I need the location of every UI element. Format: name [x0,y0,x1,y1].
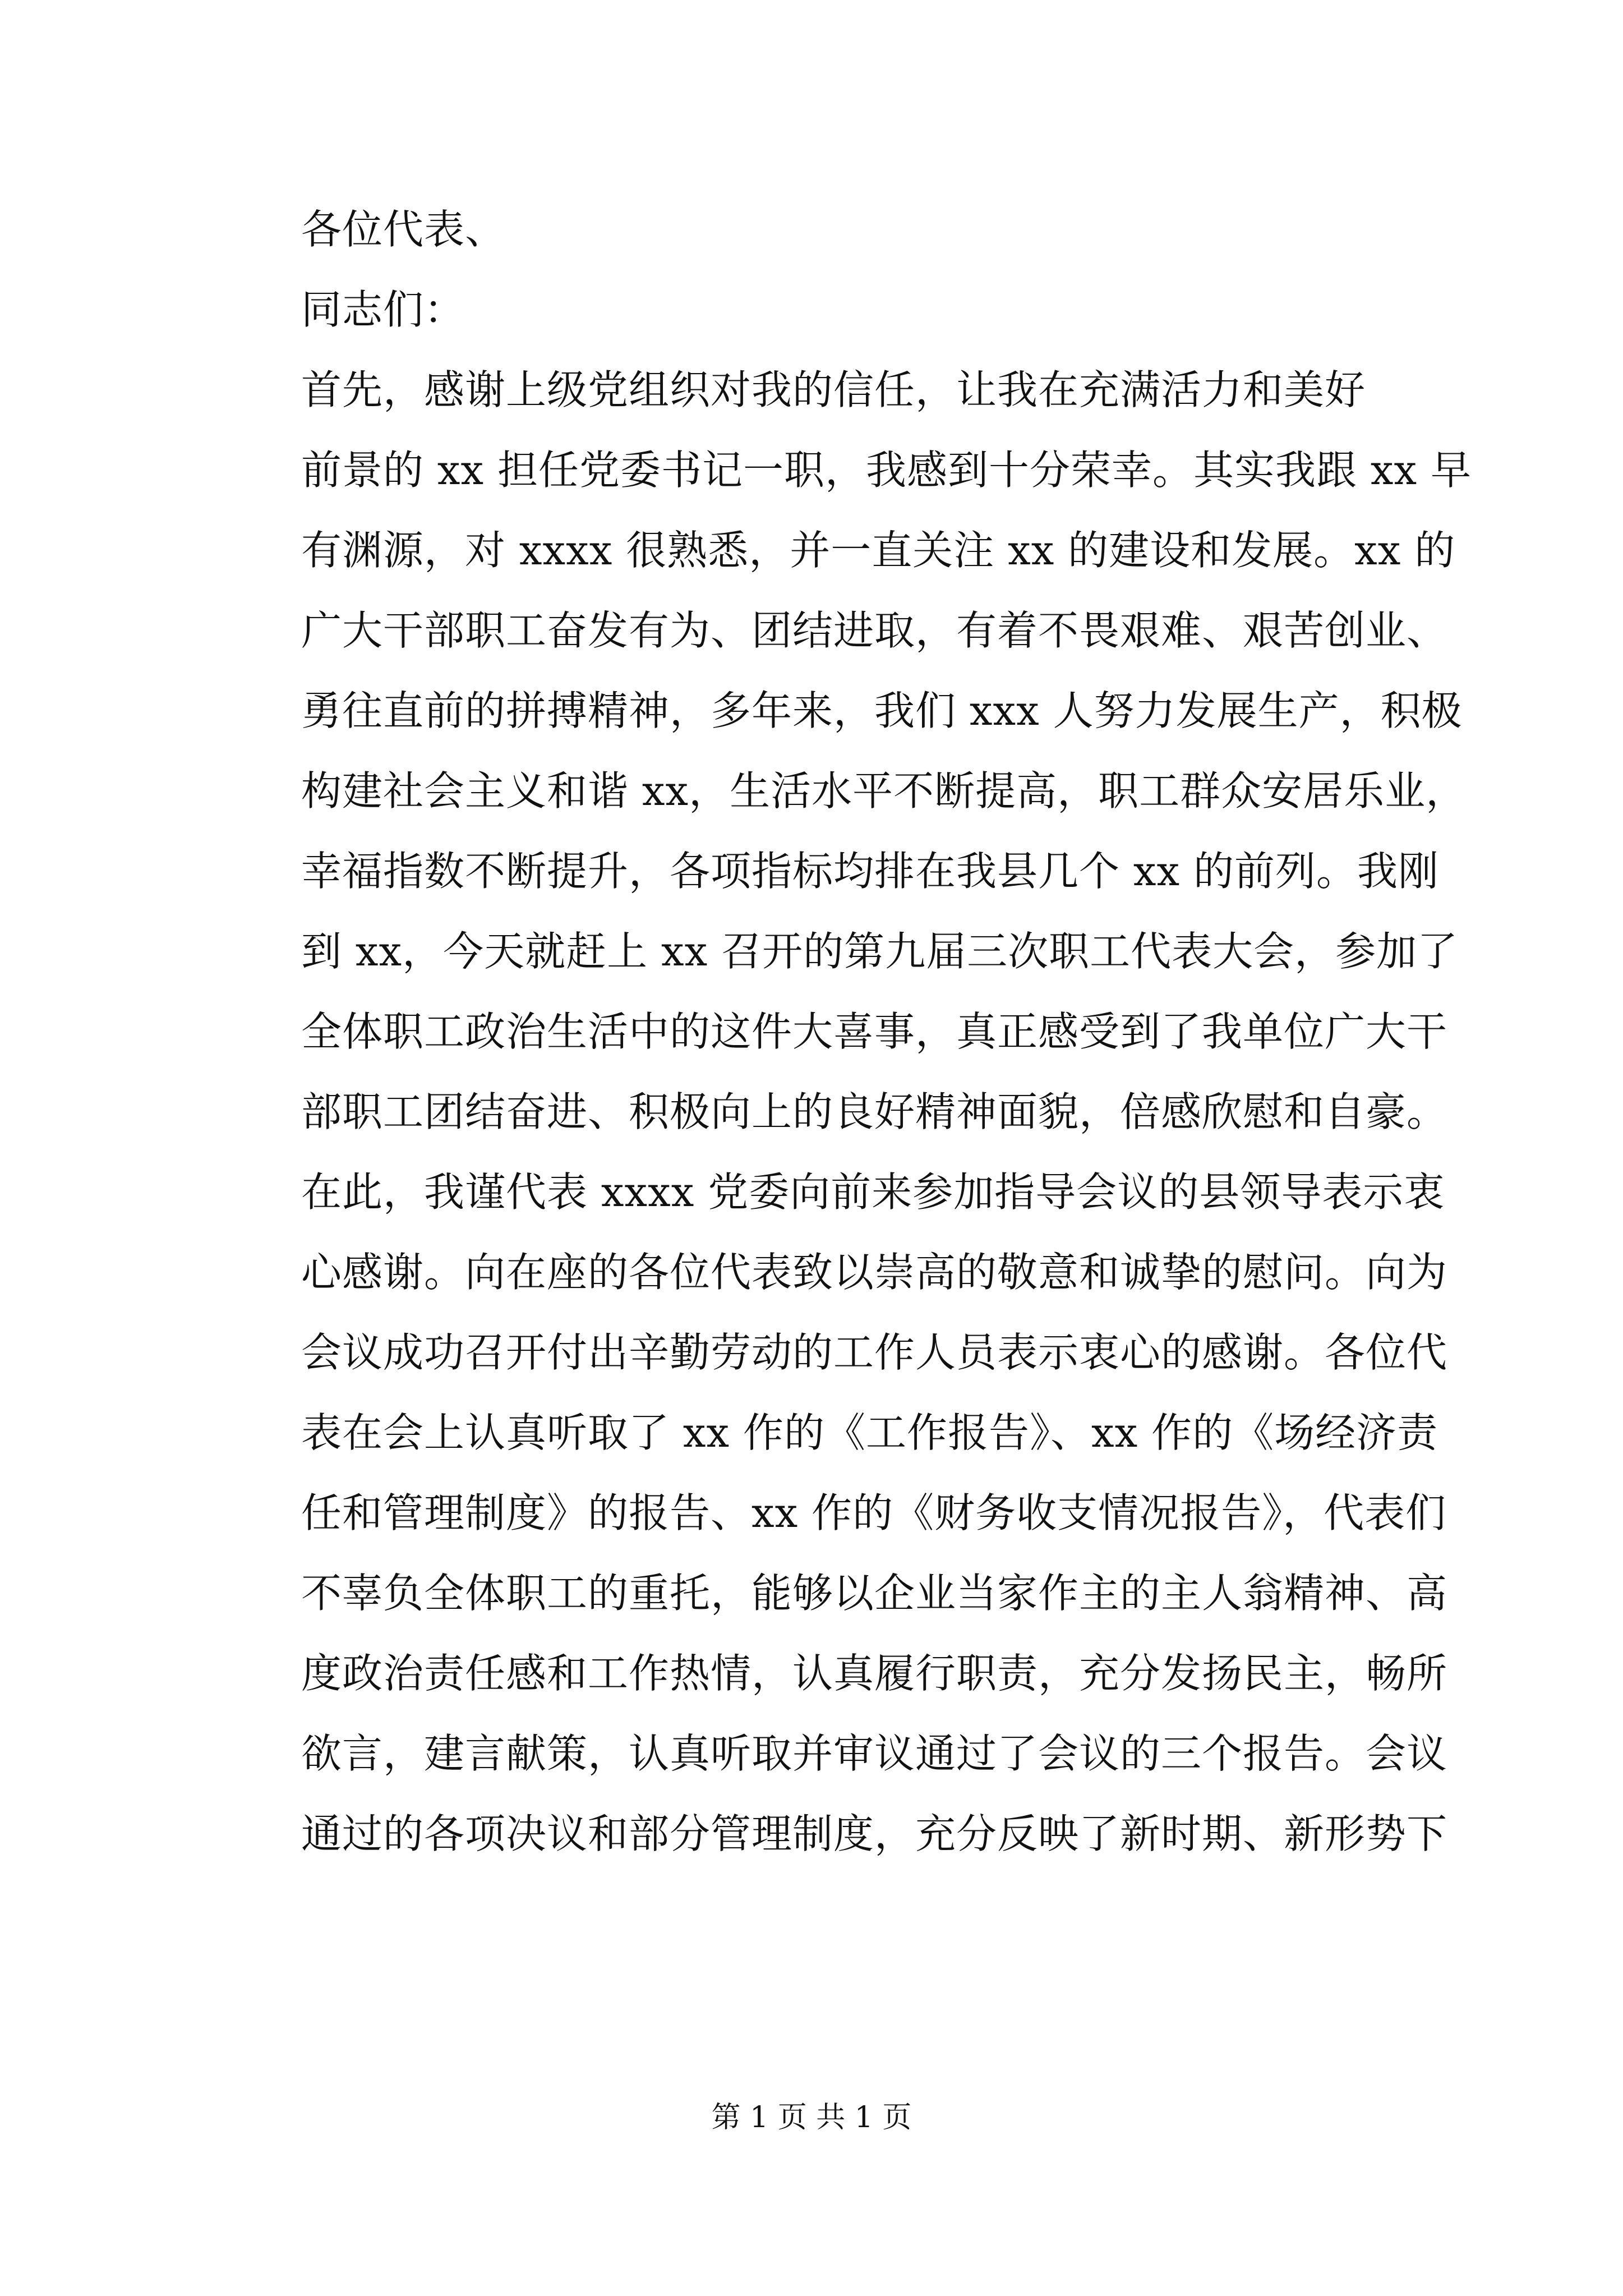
body-line-14: 表在会上认真听取了 xx 作的《工作报告》、xx 作的《场经济责 [301,1409,1438,1456]
body-line-8: 到 xx，今天就赶上 xx 召开的第九届三次职工代表大会，参加了 [301,928,1459,975]
page-number-label: 第 1 页 共 1 页 [711,2101,912,2134]
body-line-15: 任和管理制度》的报告、xx 作的《财务收支情况报告》，代表们 [301,1489,1447,1536]
document-body [301,190,1472,1874]
salutation-comrades: 同志们： [301,286,465,333]
body-line-18: 欲言，建言献策，认真听取并审议通过了会议的三个报告。会议 [301,1730,1448,1777]
body-line-10: 部职工团结奋进、积极向上的良好精神面貌，倍感欣慰和自豪。 [301,1088,1448,1135]
body-line-16: 不辜负全体职工的重托，能够以企业当家作主的主人翁精神、高 [301,1570,1448,1617]
body-line-13: 会议成功召开付出辛勤劳动的工作人员表示衷心的感谢。各位代 [301,1329,1448,1376]
body-line-9: 全体职工政治生活中的这件大喜事，真正感受到了我单位广大干 [301,1008,1448,1055]
body-line-17: 度政治责任感和工作热情，认真履行职责，充分发扬民主，畅所 [301,1650,1448,1697]
body-line-1: 首先，感谢上级党组织对我的信任，让我在充满活力和美好 [301,366,1366,413]
body-line-5: 勇往直前的拼搏精神，多年来，我们 xxx 人努力发展生产，积极 [301,687,1463,734]
body-line-6: 构建社会主义和谐 xx，生活水平不断提高，职工群众安居乐业， [301,767,1467,815]
body-line-2: 前景的 xx 担任党委书记一职，我感到十分荣幸。其实我跟 xx 早 [301,447,1472,494]
body-line-3: 有渊源，对 xxxx 很熟悉，并一直关注 xx 的建设和发展。xx 的 [301,527,1456,574]
body-line-7: 幸福指数不断提升，各项指标均排在我县几个 xx 的前列。我刚 [301,848,1439,895]
salutation-delegates: 各位代表、 [301,206,506,253]
page-footer [0,2098,1623,2137]
body-line-4: 广大干部职工奋发有为、团结进取，有着不畏艰难、艰苦创业、 [301,607,1448,654]
body-line-11: 在此，我谨代表 xxxx 党委向前来参加指导会议的县领导表示衷 [301,1168,1445,1216]
body-line-12: 心感谢。向在座的各位代表致以崇高的敬意和诚挚的慰问。向为 [301,1249,1448,1296]
body-line-19: 通过的各项决议和部分管理制度，充分反映了新时期、新形势下 [301,1810,1448,1857]
